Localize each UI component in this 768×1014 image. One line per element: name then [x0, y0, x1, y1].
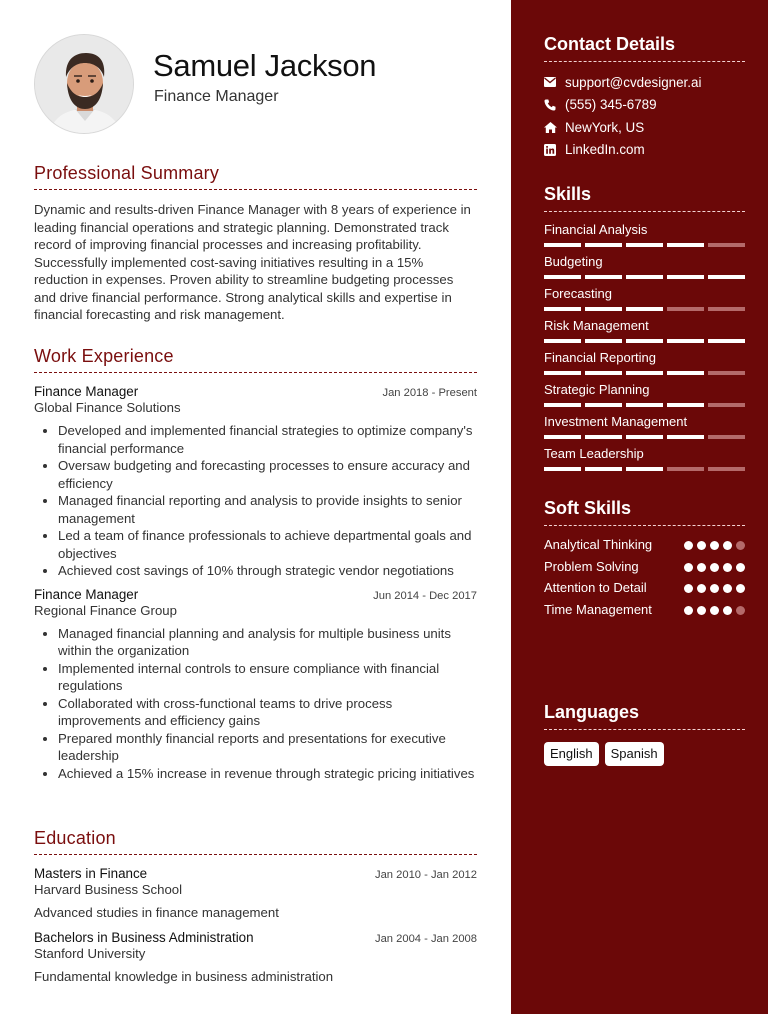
- skill-item: [544, 285, 745, 317]
- candidate-name: Samuel Jackson: [153, 48, 377, 83]
- skill-bar-segment: [544, 403, 581, 407]
- rating-dot: [684, 541, 693, 550]
- job-date: Jun 2014 - Dec 2017: [373, 589, 477, 602]
- soft-skill-item: [544, 558, 745, 576]
- skill-bar-segment: [667, 467, 704, 471]
- skill-label: Forecasting: [544, 286, 612, 301]
- experience-section: [34, 346, 477, 782]
- list-item: • Developed and implemented financial strategies to optimize company's financial performance: [58, 422, 477, 457]
- skill-bar-segment: [667, 243, 704, 247]
- contact-email-text: support@cvdesigner.ai: [565, 74, 702, 90]
- rating-dot: [684, 563, 693, 572]
- soft-skill-label: Attention to Detail: [544, 580, 647, 595]
- rating-dot: [710, 563, 719, 572]
- soft-skill-item: [544, 601, 745, 619]
- contact-phone[interactable]: [544, 94, 745, 117]
- language-tag: English: [544, 742, 599, 766]
- skills-list: [544, 221, 745, 477]
- list-item: • Prepared monthly financial reports and presentations for executive leadership: [58, 730, 477, 765]
- job-title: Finance Manager: [34, 586, 139, 602]
- education-description: Fundamental knowledge in business administration: [34, 969, 334, 984]
- rating-dot: [723, 606, 732, 615]
- skill-bar-segment: [626, 339, 663, 343]
- rating-dot: [710, 541, 719, 550]
- soft-skill-rating: [684, 558, 745, 572]
- candidate-title: Finance Manager: [154, 88, 279, 105]
- soft-skill-rating: [684, 601, 745, 615]
- list-item: • Managed financial planning and analysis for multiple business units within the organization: [58, 625, 477, 660]
- job-entry: [34, 384, 477, 580]
- job-company: Regional Finance Group: [34, 602, 177, 618]
- skill-item: [544, 445, 745, 477]
- soft-skill-label: Time Management: [544, 601, 652, 617]
- contact-location-text: NewYork, US: [565, 119, 645, 135]
- education-date: Jan 2010 - Jan 2012: [374, 869, 477, 881]
- skill-level-bar: [544, 275, 745, 279]
- rating-dot: [697, 563, 706, 572]
- job-bullets: [34, 422, 477, 580]
- soft-skills-list: [544, 536, 745, 618]
- skill-bar-segment: [708, 403, 745, 407]
- rating-dot: [684, 606, 693, 615]
- job-company: Global Finance Solutions: [34, 400, 181, 415]
- languages-heading: Languages: [544, 702, 745, 730]
- skill-bar-segment: [544, 275, 581, 279]
- soft-skills-section: [544, 498, 745, 622]
- soft-skill-rating: [684, 536, 745, 550]
- skill-bar-segment: [667, 307, 704, 311]
- rating-dot: [723, 541, 732, 550]
- skill-level-bar: [544, 307, 745, 311]
- rating-dot: [736, 584, 745, 593]
- skill-level-bar: [544, 339, 745, 343]
- skill-bar-segment: [544, 435, 581, 439]
- skill-bar-segment: [708, 467, 745, 471]
- skill-level-bar: [544, 403, 745, 407]
- education-heading: Education: [34, 828, 477, 855]
- skill-label: Strategic Planning: [544, 382, 650, 397]
- skill-bar-segment: [585, 275, 622, 279]
- rating-dot: [697, 584, 706, 593]
- skill-bar-segment: [626, 371, 663, 375]
- soft-skill-rating: [684, 579, 745, 593]
- skill-bar-segment: [585, 435, 622, 439]
- contact-linkedin-text: LinkedIn.com: [565, 142, 645, 158]
- rating-dot: [684, 584, 693, 593]
- experience-heading: Work Experience: [34, 346, 477, 373]
- skill-item: [544, 381, 745, 413]
- job-bullets: [34, 625, 477, 783]
- skills-heading: Skills: [544, 184, 745, 212]
- education-school: Stanford University: [34, 946, 146, 961]
- soft-skill-item: [544, 579, 745, 597]
- job-entry: [34, 587, 477, 783]
- skill-bar-segment: [708, 307, 745, 311]
- soft-skill-item: [544, 536, 745, 554]
- skill-bar-segment: [585, 307, 622, 311]
- skill-bar-segment: [626, 307, 663, 311]
- skill-bar-segment: [667, 371, 704, 375]
- skill-bar-segment: [544, 307, 581, 311]
- education-description: Advanced studies in finance management: [34, 905, 279, 920]
- list-item: • Oversaw budgeting and forecasting processes to ensure accuracy and efficiency: [58, 457, 477, 492]
- skill-item: [544, 317, 745, 349]
- education-section: [34, 828, 477, 984]
- list-item: • Achieved a 15% increase in revenue through strategic pricing initiatives: [58, 765, 477, 783]
- skill-item: [544, 253, 745, 285]
- list-item: • Managed financial reporting and analysis to provide insights to senior management: [58, 492, 477, 527]
- skill-bar-segment: [544, 371, 581, 375]
- skill-bar-segment: [708, 435, 745, 439]
- skills-section: [544, 184, 745, 477]
- envelope-icon: [544, 77, 565, 87]
- list-item: • Led a team of finance professionals to achieve departmental goals and objectives: [58, 527, 477, 562]
- education-degree: Masters in Finance: [34, 866, 148, 881]
- skill-level-bar: [544, 467, 745, 471]
- skill-label: Investment Management: [544, 414, 688, 429]
- rating-dot: [736, 563, 745, 572]
- skill-bar-segment: [544, 467, 581, 471]
- contact-location: [544, 116, 745, 139]
- education-degree: Bachelors in Business Administration: [34, 930, 254, 945]
- education-date: Jan 2004 - Jan 2008: [374, 933, 477, 945]
- skill-bar-segment: [544, 243, 581, 247]
- skill-bar-segment: [585, 243, 622, 247]
- skill-bar-segment: [708, 243, 745, 247]
- languages-list: [544, 742, 745, 766]
- soft-skill-label: Problem Solving: [544, 558, 639, 574]
- home-icon: [544, 122, 565, 133]
- sidebar: [511, 0, 768, 1014]
- education-school: Harvard Business School: [34, 882, 183, 897]
- job-date: Jan 2018 - Present: [382, 387, 477, 399]
- skill-bar-segment: [585, 467, 622, 471]
- linkedin-icon: [544, 144, 565, 156]
- skill-item: [544, 221, 745, 253]
- list-item: • Achieved cost savings of 10% through strategic vendor negotiations: [58, 562, 477, 580]
- skill-bar-segment: [626, 435, 663, 439]
- skill-bar-segment: [708, 339, 745, 343]
- skill-item: [544, 413, 745, 445]
- skill-bar-segment: [585, 403, 622, 407]
- skill-bar-segment: [626, 467, 663, 471]
- skill-bar-segment: [585, 339, 622, 343]
- rating-dot: [723, 584, 732, 593]
- skill-bar-segment: [626, 403, 663, 407]
- skill-bar-segment: [585, 371, 622, 375]
- soft-skills-heading: Soft Skills: [544, 498, 745, 526]
- skill-label: Risk Management: [544, 318, 649, 333]
- rating-dot: [736, 541, 745, 550]
- soft-skill-label: Analytical Thinking: [544, 537, 653, 552]
- list-item: • Implemented internal controls to ensure compliance with financial regulations: [58, 660, 477, 695]
- summary-heading: Professional Summary: [34, 163, 477, 190]
- skill-label: Budgeting: [544, 254, 603, 269]
- rating-dot: [697, 541, 706, 550]
- rating-dot: [736, 606, 745, 615]
- list-item: • Collaborated with cross-functional teams to drive process improvements and efficiency gains: [58, 695, 477, 730]
- skill-item: [544, 349, 745, 381]
- rating-dot: [710, 584, 719, 593]
- skill-bar-segment: [667, 403, 704, 407]
- skill-label: Financial Reporting: [544, 350, 657, 365]
- skill-bar-segment: [544, 339, 581, 343]
- skill-bar-segment: [626, 243, 663, 247]
- languages-section: [544, 702, 745, 766]
- skill-label: Team Leadership: [544, 446, 644, 461]
- summary-text: Dynamic and results-driven Finance Manager with 8 years of experience in leading financial operations and strategic planning. Demonstrated track record of improving financial processes and increasing profitability. Successfully implemented cost-saving initiatives resulting in a 15% reduction in expenses. Proven ability to streamline budgeting processes and drive financial performance. Strong analytical skills and expertise in financial forecasting and risk management.: [34, 202, 471, 322]
- skill-level-bar: [544, 435, 745, 439]
- phone-icon: [544, 99, 565, 111]
- contact-linkedin[interactable]: [544, 139, 745, 162]
- skill-level-bar: [544, 243, 745, 247]
- education-entry: [34, 866, 477, 920]
- summary-section: [34, 163, 477, 324]
- language-tag: Spanish: [605, 742, 664, 766]
- skill-bar-segment: [708, 371, 745, 375]
- skill-bar-segment: [667, 275, 704, 279]
- skill-level-bar: [544, 371, 745, 375]
- skill-bar-segment: [667, 339, 704, 343]
- contact-heading: Contact Details: [544, 34, 745, 62]
- contact-email[interactable]: [544, 71, 745, 94]
- contact-phone-text: (555) 345-6789: [565, 97, 657, 113]
- avatar: [34, 34, 134, 134]
- skill-label: Financial Analysis: [544, 222, 648, 237]
- skill-bar-segment: [708, 275, 745, 279]
- skill-bar-segment: [667, 435, 704, 439]
- job-title: Finance Manager: [34, 384, 139, 399]
- skill-bar-segment: [626, 275, 663, 279]
- avatar-portrait: [35, 35, 134, 134]
- rating-dot: [710, 606, 719, 615]
- education-entry: [34, 930, 477, 984]
- contact-section: [544, 34, 745, 161]
- rating-dot: [723, 563, 732, 572]
- rating-dot: [697, 606, 706, 615]
